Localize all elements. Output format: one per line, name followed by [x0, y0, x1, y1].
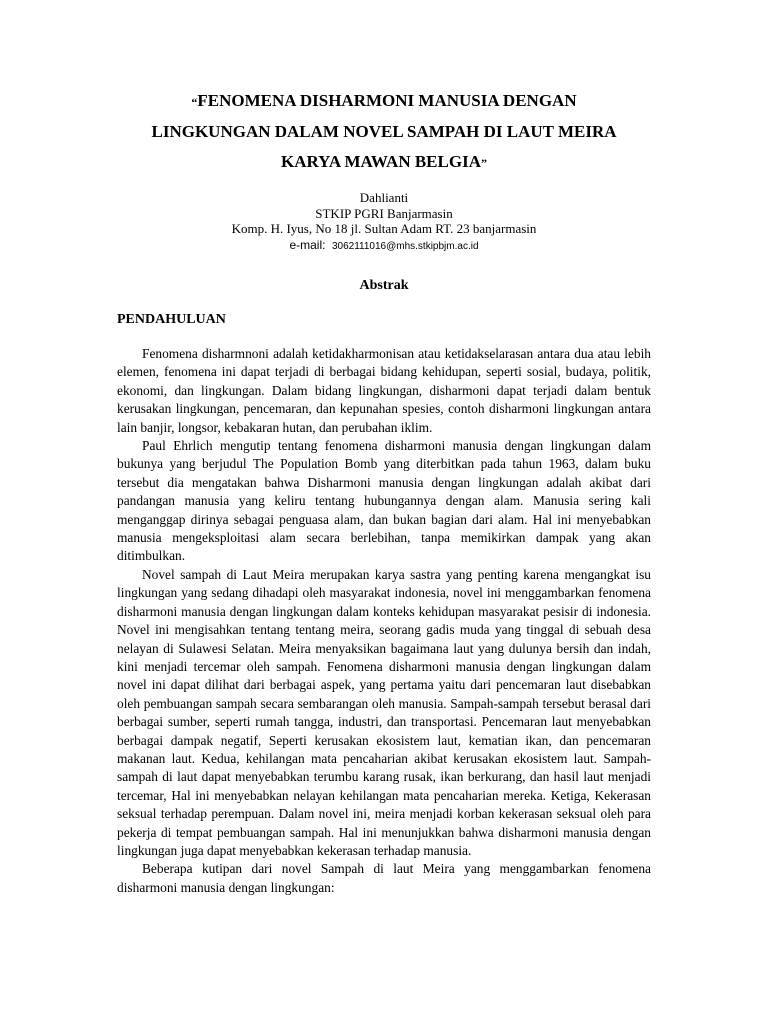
- title-line-3: [100, 147, 668, 178]
- paragraph: Fenomena disharmnoni adalah ketidakharmonisan atau ketidakselarasan antara dua atau lebih elemen, fenomena ini dapat terjadi di berbagai bidang kehidupan, seperti sosial, budaya, politik, ekonomi, dan lingkungan. Dalam bidang lingkungan, disharmoni dapat terjadi dalam bentuk kerusakan lingkungan, pencemaran, dan kepunahan spesies, contoh disharmoni lingkungan antara lain banjir, longsor, kebakaran hutan, dan perubahan iklim.: [117, 346, 651, 435]
- abstract-heading: Abstrak: [359, 278, 409, 293]
- author-email-line: [100, 237, 668, 255]
- title-close-quote: ”: [480, 156, 487, 170]
- author-name: Dahlianti: [359, 190, 409, 205]
- author-address: Komp. H. Iyus, No 18 jl. Sultan Adam RT. 23 banjarmasin: [231, 221, 537, 236]
- author-institution: STKIP PGRI Banjarmasin: [315, 205, 453, 221]
- title-line-2: LINGKUNGAN DALAM NOVEL SAMPAH DI LAUT MEIRA: [151, 122, 617, 141]
- author-block: [100, 190, 668, 254]
- title-line-3-text: KARYA MAWAN BELGIA: [281, 152, 481, 171]
- title-line-1-text: FENOMENA DISHARMONI MANUSIA DENGAN: [197, 91, 577, 110]
- paragraph: Paul Ehrlich mengutip tentang fenomena disharmoni manusia dengan lingkungan dalam bukunya yang berjudul The Population Bomb yang diterbitkan pada tahun 1963, dalam buku tersebut dia mengatakan bahwa Disharmoni manusia dengan lingkungan adalah akibat dari pandangan manusia yang keliru tentang hubungannya dengan alam. Manusia sering kali menganggap dirinya sebagai penguasa alam, dan bukan bagian dari alam. Hal ini menyebabkan manusia mengeksploitasi alam secara berlebihan, tanpa memikirkan dampak yang akan ditimbulkan.: [117, 438, 651, 564]
- title-line-1: [100, 86, 668, 117]
- paper-title: [100, 86, 668, 178]
- author-email[interactable]: 3062111016@mhs.stkipbjm.ac.id: [331, 240, 479, 252]
- body-text: [117, 345, 651, 897]
- section-heading: PENDAHULUAN: [117, 312, 226, 327]
- email-label: e-mail:: [289, 237, 326, 252]
- paragraph: Beberapa kutipan dari novel Sampah di laut Meira yang menggambarkan fenomena disharmoni manusia dengan lingkungan:: [117, 861, 651, 895]
- paragraph: Novel sampah di Laut Meira merupakan karya sastra yang penting karena mengangkat isu lingkungan yang sedang dihadapi oleh masyarakat indonesia, novel ini menggambarkan fenomena disharmoni manusia dengan lingkungan dalam konteks kehidupan masyarakat pesisir di indonesia. Novel ini mengisahkan tentang tentang meira, seorang gadis muda yang tinggal di sebuah desa nelayan di Sulawesi Selatan. Meira menyaksikan bagaimana laut yang dulunya bersih dan indah, kini menjadi tercemar oleh sampah. Fenomena disharmoni manusia dengan lingkungan dalam novel ini dapat dilihat dari berbagai aspek, yang pertama yaitu dari pencemaran laut disebabkan oleh pembuangan sampah secara sembarangan oleh manusia. Sampah-sampah tersebut berasal dari berbagai sumber, seperti rumah tangga, industri, dan transportasi. Pencemaran laut menyebabkan berbagai dampak negatif, Seperti kerusakan ekosistem laut, kematian ikan, dan pencemaran makanan laut. Kedua, kehilangan mata pencaharian akibat kerusakan ekosistem laut. Sampah-sampah di laut dapat menyebabkan terumbu karang rusak, ikan berkurang, dan hasil laut menjadi tercemar, Hal ini menyebabkan nelayan kehilangan mata pencaharian mereka. Ketiga, Kekerasan seksual terhadap perempuan. Dalam novel ini, meira menjadi korban kekerasan seksual oleh para pekerja di tempat pembuangan sampah. Hal ini menunjukkan bahwa disharmoni manusia dengan lingkungan juga dapat menyebabkan kekerasan terhadap manusia.: [117, 566, 651, 858]
- title-open-quote: “: [191, 95, 198, 109]
